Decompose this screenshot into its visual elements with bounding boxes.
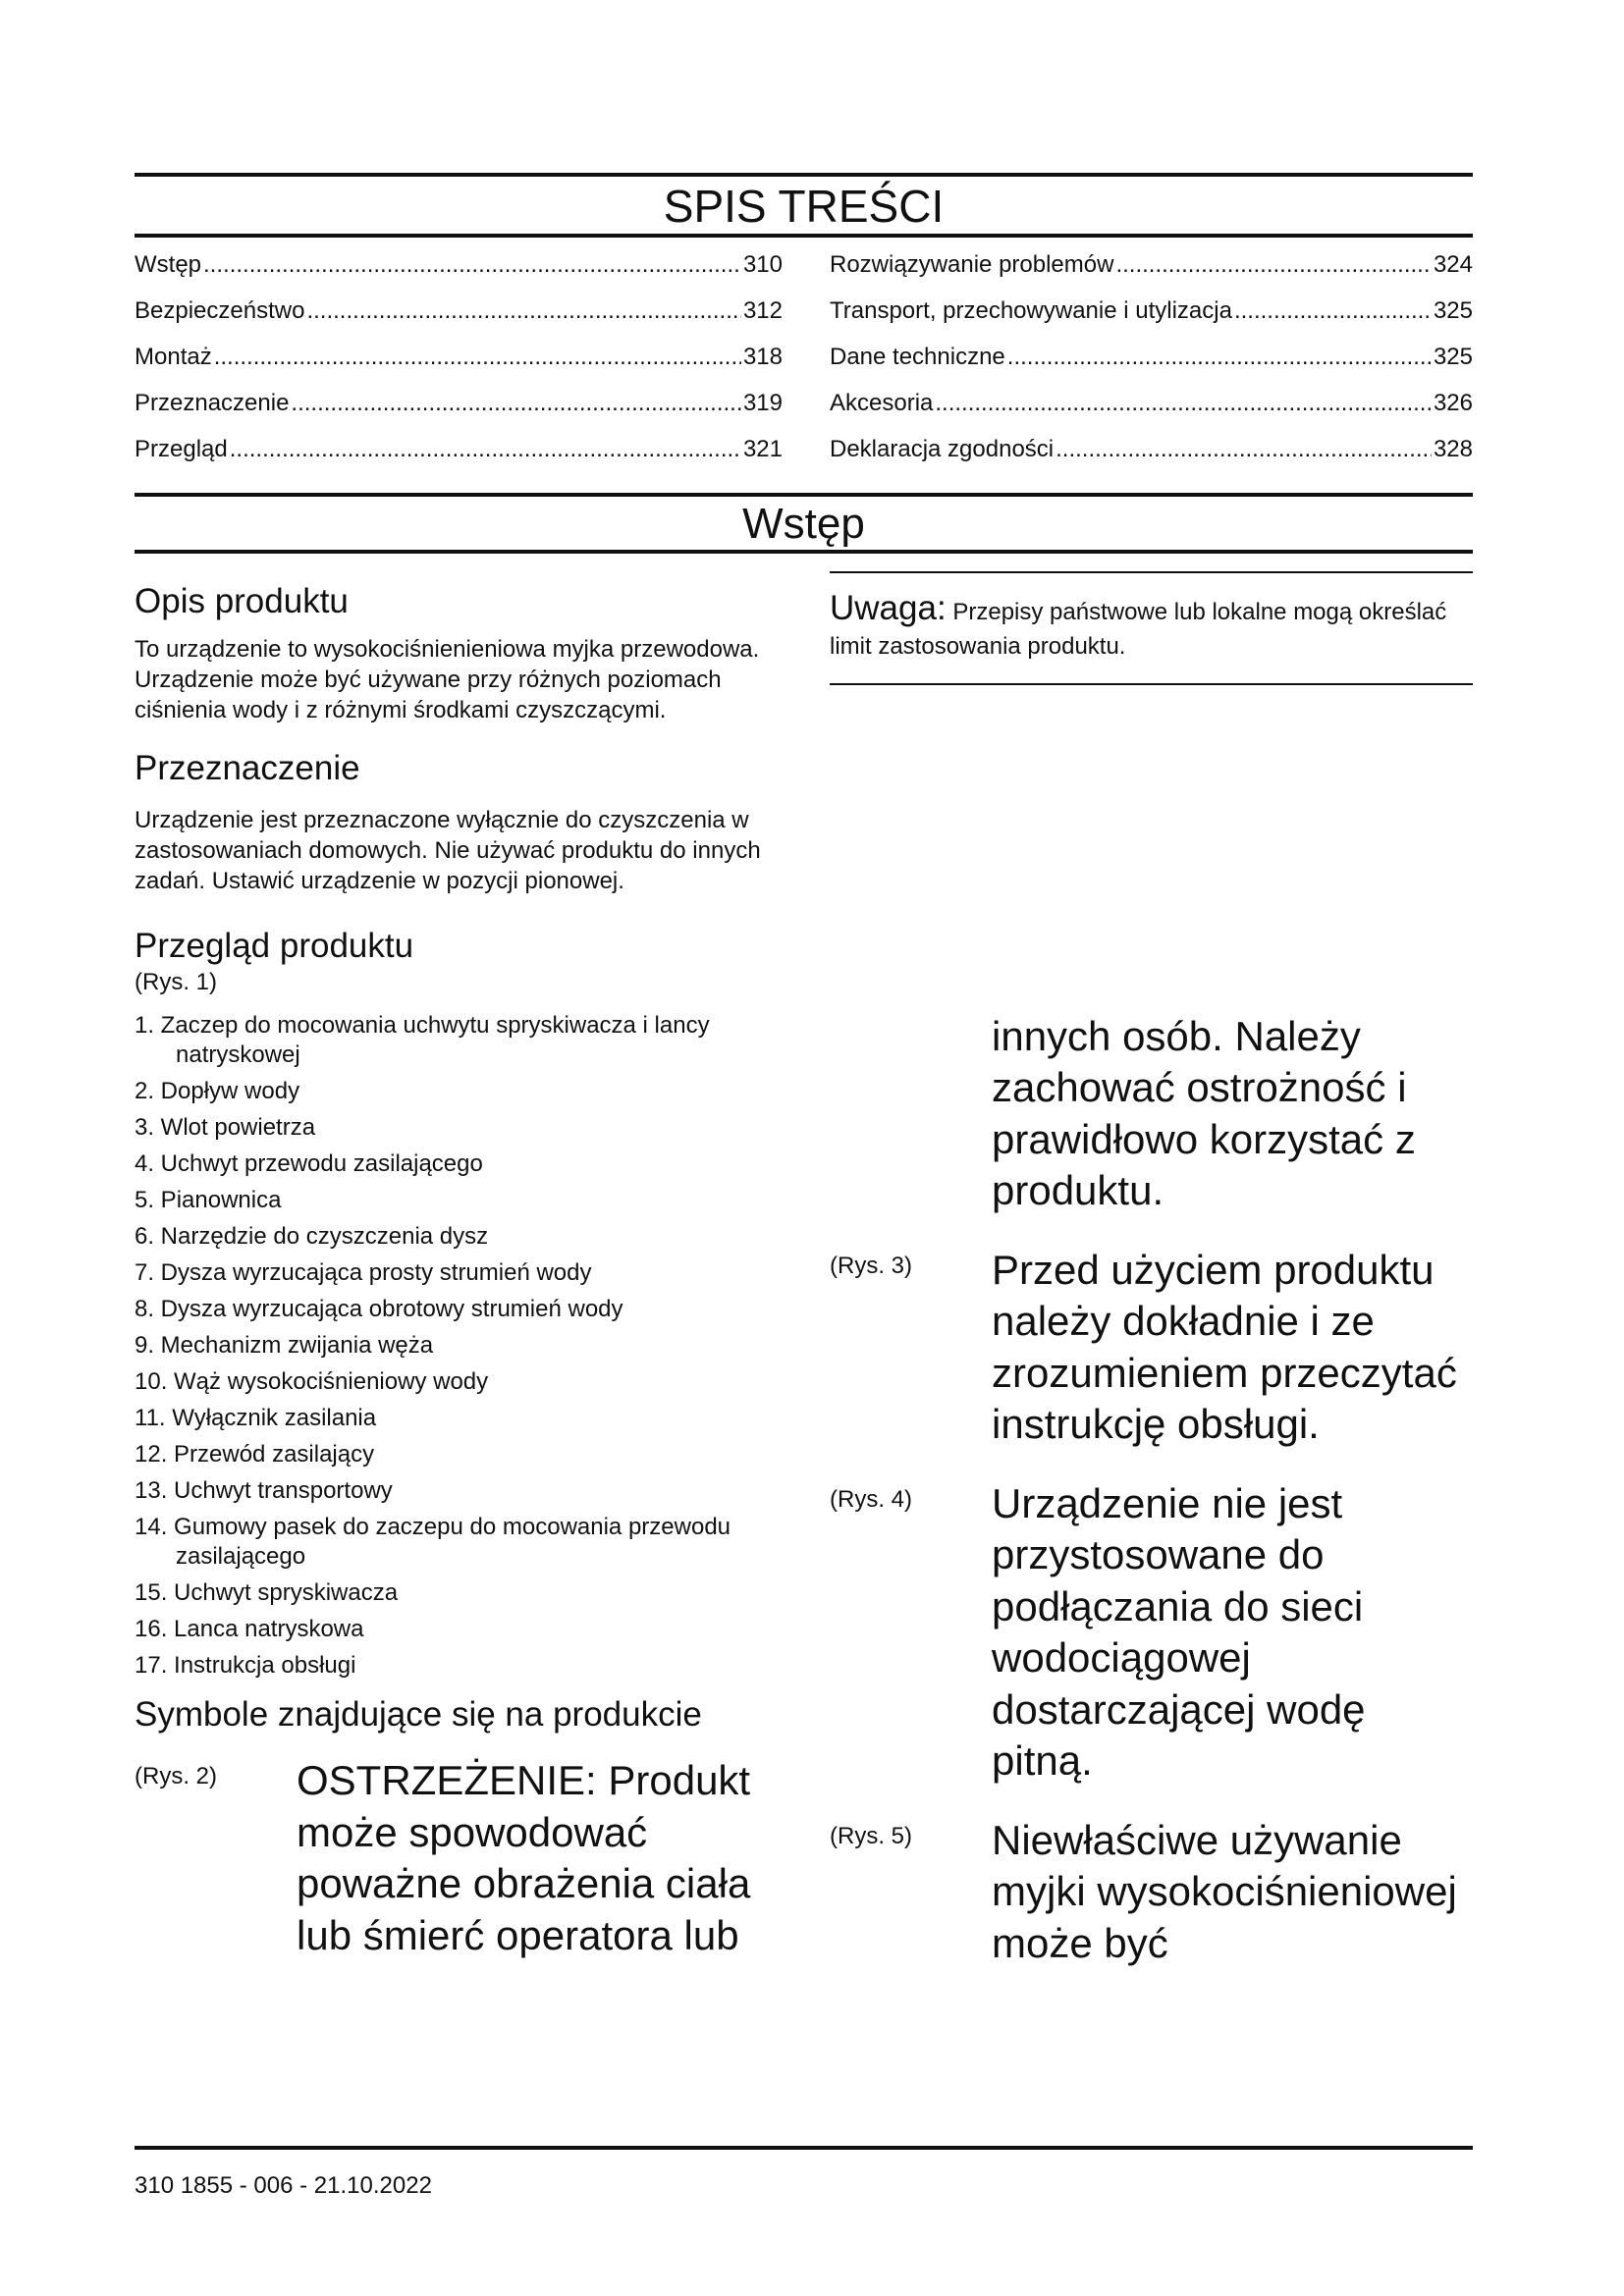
toc-entry[interactable] [135, 390, 783, 436]
toc-entry[interactable] [135, 251, 783, 297]
toc-leader [230, 436, 741, 463]
toc-entry-label: Dane techniczne [830, 344, 1005, 370]
toc-bottom-rule [135, 234, 1473, 238]
toc-right-column [830, 251, 1473, 482]
component-list [135, 1011, 783, 1681]
toc-entry[interactable] [830, 390, 1473, 436]
footer-rule [135, 2146, 1473, 2150]
toc-entry-label: Bezpieczeństwo [135, 297, 305, 324]
symbol-entry [830, 1245, 1473, 1451]
toc-leader [935, 390, 1432, 417]
toc-entry-page: 312 [742, 297, 783, 324]
toc-entry-page: 328 [1433, 436, 1473, 462]
toc-entry-page: 310 [742, 251, 783, 278]
toc-entry-label: Rozwiązywanie problemów [830, 251, 1114, 278]
note-label: Uwaga: [830, 589, 947, 627]
figure-reference-spacer [830, 1011, 992, 1217]
toc-entry[interactable] [830, 436, 1473, 482]
toc-entry-page: 319 [742, 390, 783, 416]
toc-leader [1234, 297, 1432, 325]
toc-leader [1056, 436, 1432, 463]
product-description-heading: Opis produktu [135, 582, 349, 620]
note-text: Przepisy państwowe lub lokalne mogą określać limit zastosowania produktu. [830, 599, 1447, 661]
symbols-heading: Symbole znajdujące się na produkcie [135, 1695, 702, 1735]
toc-leader [203, 251, 741, 279]
list-item: 5. Pianownica [135, 1187, 282, 1214]
list-item: 4. Uchwyt przewodu zasilającego [135, 1150, 483, 1178]
toc-entry-label: Przegląd [135, 436, 228, 462]
product-description-text: To urządzenie to wysokociśnienieniowa myjka przewodowa. Urządzenie może być używane przy różnych poziomach ciśnienia wody i z różnymi środkami czyszczącymi. [135, 636, 760, 724]
toc-leader [291, 390, 741, 417]
symbol-entry [830, 1815, 1473, 1970]
list-item: 14. Gumowy pasek do zaczepu do mocowania przewodu zasilającego [135, 1514, 731, 1571]
toc-entry[interactable] [830, 297, 1473, 344]
toc-top-rule [135, 173, 1473, 177]
list-item: 15. Uchwyt spryskiwacza [135, 1579, 399, 1607]
section-title: Wstęp [742, 500, 865, 548]
intended-use-heading: Przeznaczenie [135, 748, 360, 787]
list-item: 11. Wyłącznik zasilania [135, 1405, 377, 1432]
toc-leader [214, 344, 741, 371]
symbol-entry [830, 1011, 1473, 1217]
toc-entry[interactable] [830, 251, 1473, 297]
list-item: 8. Dysza wyrzucająca obrotowy strumień wody [135, 1296, 623, 1323]
toc-entry-page: 318 [742, 344, 783, 370]
symbol-entry [830, 1478, 1473, 1788]
toc-entry[interactable] [135, 436, 783, 482]
toc-entry[interactable] [135, 344, 783, 390]
figure-reference: (Rys. 4) [830, 1485, 912, 1513]
footer-document-id: 310 1855 - 006 - 21.10.2022 [135, 2172, 432, 2199]
list-item: 12. Przewód zasilający [135, 1441, 375, 1468]
list-item: 9. Mechanizm zwijania węża [135, 1332, 434, 1360]
left-column [135, 571, 783, 1961]
symbol-entry [135, 1755, 783, 1961]
intended-use-text: Urządzenie jest przeznaczone wyłącznie do czyszczenia w zastosowaniach domowych. Nie używać produktu do innych zadań. Ustawić urządzenie w pozycji pionowej. [135, 806, 761, 894]
overview-heading: Przegląd produktu [135, 927, 414, 966]
figure-reference: (Rys. 3) [830, 1252, 912, 1279]
toc-entry-label: Montaż [135, 344, 212, 370]
list-item: 7. Dysza wyrzucająca prosty strumień wody [135, 1259, 592, 1287]
toc-entry-label: Transport, przechowywanie i utylizacja [830, 297, 1232, 324]
list-item: 6. Narzędzie do czyszczenia dysz [135, 1223, 489, 1251]
figure-reference: (Rys. 2) [135, 1763, 217, 1790]
list-item: 3. Wlot powietrza [135, 1114, 316, 1142]
note-box [830, 571, 1473, 685]
right-column [830, 571, 1473, 1969]
table-of-contents [135, 251, 1473, 487]
figure-reference: (Rys. 1) [135, 969, 217, 996]
list-item: 13. Uchwyt transportowy [135, 1477, 393, 1505]
toc-entry-label: Deklaracja zgodności [830, 436, 1055, 462]
toc-entry-page: 325 [1433, 297, 1473, 324]
section-top-rule [135, 493, 1473, 497]
toc-entry-label: Przeznaczenie [135, 390, 290, 416]
list-item: 10. Wąż wysokociśnieniowy wody [135, 1368, 489, 1396]
list-item: 1. Zaczep do mocowania uchwytu spryskiwacza i lancy natryskowej [135, 1012, 710, 1069]
warning-continuation: innych osób. Należy zachować ostrożność i prawidłowo korzystać z produktu. [992, 1012, 1416, 1214]
symbol-text: Niewłaściwe używanie myjki wysokociśnieniowej może być [992, 1816, 1457, 1966]
warning-text: OSTRZEŻENIE: Produkt może spowodować poważne obrażenia ciała lub śmierć operatora lub [297, 1757, 751, 1958]
toc-left-column [135, 251, 783, 482]
toc-leader [1007, 344, 1432, 371]
toc-entry-page: 325 [1433, 344, 1473, 370]
figure-reference: (Rys. 5) [830, 1822, 912, 1849]
symbol-text: Przed użyciem produktu należy dokładnie i ze zrozumieniem przeczytać instrukcję obsługi. [992, 1246, 1457, 1448]
list-item: 16. Lanca natryskowa [135, 1616, 364, 1643]
toc-entry-label: Akcesoria [830, 390, 934, 416]
symbol-text: Urządzenie nie jest przystosowane do podłączania do sieci wodociągowej dostarczającej wodę pitną. [992, 1479, 1366, 1785]
toc-entry-page: 324 [1433, 251, 1473, 278]
toc-entry[interactable] [830, 344, 1473, 390]
section-bottom-rule [135, 550, 1473, 554]
toc-title: SPIS TREŚCI [663, 181, 945, 232]
list-item: 2. Dopływ wody [135, 1078, 300, 1105]
toc-entry[interactable] [135, 297, 783, 344]
toc-entry-page: 326 [1433, 390, 1473, 416]
toc-leader [1115, 251, 1432, 279]
toc-entry-page: 321 [742, 436, 783, 462]
list-item: 17. Instrukcja obsługi [135, 1652, 356, 1680]
toc-leader [306, 297, 741, 325]
toc-entry-label: Wstęp [135, 251, 202, 278]
